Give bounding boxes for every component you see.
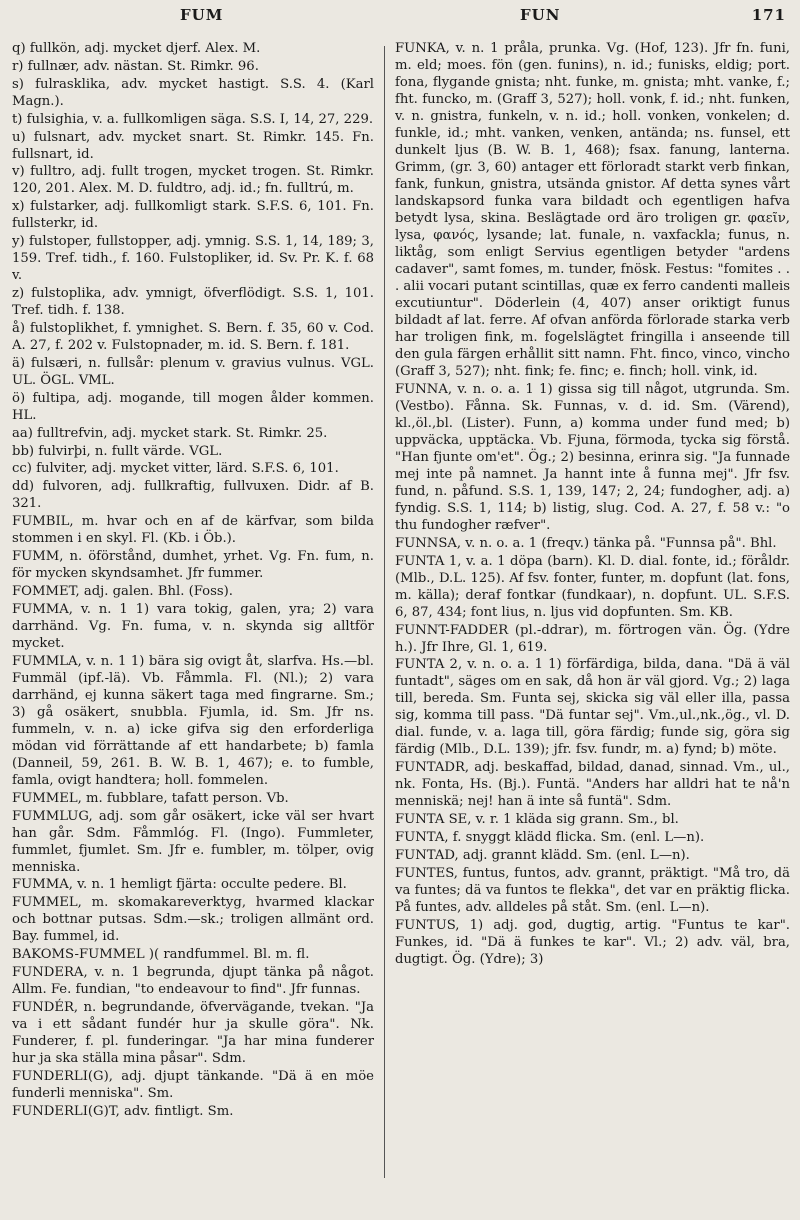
dictionary-entry: BAKOMS-FUMMEL )( randfummel. Bl. m. fl. (12, 947, 310, 963)
dictionary-entry: dd) fulvoren, adj. fullkraftig, fullvuxen. Didr. af B. 321. (12, 479, 374, 512)
dictionary-entry: bb) fulvirþi, n. fullt värde. VGL. (12, 443, 223, 459)
dictionary-entry: FUNDÉR, n. begrundande, öfvervägande, tvekan. "Ja va i ett sådant fundér hur ja skulle göra". Nk. Funderer, f. pl. funderingar. "Ja har mina funderer hur ja ska ställa mina påsar". Sdm. (12, 1000, 374, 1067)
dictionary-entry: FUMMA, v. n. 1 hemligt fjärta: occulte pedere. Bl. (12, 877, 347, 893)
dictionary-entry: t) fulsighia, v. a. fullkomligen säga. S.S. I, 14, 27, 229. (12, 111, 374, 127)
dictionary-entry: FOMMET, adj. galen. Bhl. (Foss). (12, 584, 233, 600)
dictionary-entry: y) fulstoper, fullstopper, adj. ymnig. S.S. 1, 14, 189; 3, 159. Tref. tidh., f. 160. Fulstopliker, id. Sv. Pr. K. f. 68 v. (12, 234, 374, 284)
dictionary-entry: FUNTA SE, v. r. 1 kläda sig grann. Sm., bl. (395, 812, 679, 828)
dictionary-entry: FUNNT-FADDER (pl.-ddrar), m. förtrogen vän. Ög. (Ydre h.). Jfr Ihre, Gl. 1, 619. (395, 622, 790, 655)
dictionary-entry: FUNTA, f. snyggt klädd flicka. Sm. (enl. L—n). (395, 830, 705, 846)
left-column (12, 40, 374, 1216)
dictionary-entry: FUNTA 1, v. a. 1 döpa (barn). Kl. D. dial. fonte, id.; föråldr. (Mlb., D.L. 125). Af fsv. fonter, funter, m. dopfunt (lat. fons, m. källa); deraf fontkar (fundkaar), n. dopfunt. UL. S.F.S. 6, 87, 434; font lius, n. ljus vid dopfunten. Sm. KB. (395, 553, 790, 620)
running-head-center: FUN (520, 6, 561, 24)
right-column (395, 40, 790, 1216)
dictionary-entry: x) fulstarker, adj. fullkomligt stark. S.F.S. 6, 101. Fn. fullsterkr, id. (12, 199, 374, 232)
dictionary-entry: FUMBIL, m. hvar och en af de kärfvar, som bilda stommen i en skyl. Fl. (Kb. i Öb.). (12, 514, 374, 547)
dictionary-entry: FUNNSA, v. n. o. a. 1 (freqv.) tänka på. "Funnsa på". Bhl. (395, 535, 777, 551)
dictionary-entry: u) fulsnart, adv. mycket snart. St. Rimkr. 145. Fn. fullsnart, id. (12, 129, 374, 162)
dictionary-entry: z) fulstoplika, adv. ymnigt, öfverflödigt. S.S. 1, 101. Tref. tidh. f. 138. (12, 286, 374, 319)
dictionary-entry: FUNDERLI(G), adj. djupt tänkande. "Dä ä en möe funderli menniska". Sm. (12, 1068, 374, 1101)
dictionary-entry: v) fulltro, adj. fullt trogen, mycket trogen. St. Rimkr. 120, 201. Alex. M. D. fuldtro, adj. id.; fn. fulltrú, m. (12, 164, 374, 197)
dictionary-entry: cc) fulviter, adj. mycket vitter, lärd. S.F.S. 6, 101. (12, 461, 339, 477)
dictionary-entry: FUNNA, v. n. o. a. 1 1) gissa sig till något, utgrunda. Sm. (Vestbo). Fånna. Sk. Funnas, v. d. id. Sm. (Värend), kl.,öl.,bl. (Lister). Funn, a) komma under fund med; b) uppväcka, upptäcka. Vb. Fjuna, förmoda, tycka sig förstå. "Han fjunte om'et". Ög.; 2) besinna, erinra sig. "Ja funnade mej inte på namnet. Ja hannt inte å funna mej". Jfr fsv. fund, n. påfund. S.S. 1, 139, 147; 2, 24; fundogher, adj. a) fyndig. S.S. 1, 114; b) listig, slug. Cod. A. 27, f. 58 v.: "o thu fundogher ræfver". (395, 381, 790, 533)
dictionary-entry: r) fullnær, adv. nästan. St. Rimkr. 96. (12, 58, 259, 74)
running-head-left: FUM (180, 6, 224, 24)
dictionary-entry: FUNKA, v. n. 1 pråla, prunka. Vg. (Hof, 123). Jfr fn. funi, m. eld; moes. fön (gen. funins), n. id.; funisks, eldig; port. fona, flygande gnista; nht. funke, m. gnista; mht. vanke, f.; fht. funcko, m. (Graff 3, 527); holl. vonk, f. id.; nht. funken, v. n. gnistra, funkeln, v. n. id.; holl. vonken, vonkelen; d. funkle, id.; mht. vanken, venken, antända; ns. funsel, ett dunkelt ljus (B. W. B. 1, 468); fsax. fanung, lanterna. Grimm, (gr. 3, 60) antager ett förloradt starkt verb finkan, fank, funkun, gnistra, utsända gnistor. Af detta synes vårt landskapsord funka vara bildadt och egentligen hafva betydt lysa, skina. Beslägtade ord äro troligen gr. φαεῖν, lysa, φανός, lysande; lat. funale, n. vaxfackla; funus, n. liktåg, som enligt Servius egentligen betyder "ardens cadaver", samt fomes, m. tunder, fnösk. Festus: "fomites . . . alii vocari putant scintillas, quæ ex ferro candenti malleis excutiuntur". Döderlein (4, 407) anser oriktigt funus bildadt af lat. ferre. Af ofvan anförda förlorade starka verb har troligen fink, m. fogelslägtet fringilla i anseende till den gula färgen erhållit sitt namn. Fht. finco, vinco, vincho (Graff 3, 527); nht. fink; fe. finc; e. finch; holl. vink, id. (395, 41, 790, 379)
dictionary-entry: FUNTA 2, v. n. o. a. 1 1) förfärdiga, bilda, dana. "Dä ä väl funtadt", säges om en sak, då hon är väl gjord. Vg.; 2) laga till, bereda. Sm. Funta sej, skicka sig väl eller illa, passa sig, komma till pass. "Dä funtar sej". Vm.,ul.,nk.,ög., vl. D. dial. funde, v. a. laga till, göra färdig; funde sig, göra sig färdig (Mlb., D.L. 139); jfr. fsv. fundr, m. a) fynd; b) möte. (395, 657, 790, 758)
dictionary-entry: ö) fultipa, adj. mogande, till mogen ålder kommen. HL. (12, 390, 374, 423)
dictionary-entry: FUMMA, v. n. 1 1) vara tokig, galen, yra; 2) vara darrhänd. Vg. Fn. fuma, v. n. skynda sig alltför mycket. (12, 601, 374, 651)
dictionary-entry: q) fullkön, adj. mycket djerf. Alex. M. (12, 41, 261, 56)
dictionary-entry: ä) fulsæri, n. fullsår: plenum v. gravius vulnus. VGL. UL. ÖGL. VML. (12, 355, 374, 388)
dictionary-entry: FUNDERLI(G)T, adv. fintligt. Sm. (12, 1103, 234, 1119)
dictionary-entry: FUMMEL, m. fubblare, tafatt person. Vb. (12, 790, 289, 806)
column-divider (384, 46, 385, 1178)
dictionary-entry: FUNTADR, adj. beskaffad, bildad, danad, sinnad. Vm., ul., nk. Fonta, Hs. (Bj.). Funtä. "Anders har alldri hat te nå'n menniskä; nej! han ä inte så funtä". Sdm. (395, 760, 790, 810)
page-number: 171 (751, 6, 786, 24)
dictionary-entry: å) fulstoplikhet, f. ymnighet. S. Bern. f. 35, 60 v. Cod. A. 27, f. 202 v. Fulstopnader, m. id. S. Bern. f. 181. (12, 321, 374, 354)
dictionary-entry: FUNTAD, adj. grannt klädd. Sm. (enl. L—n). (395, 848, 690, 864)
dictionary-entry: FUNDERA, v. n. 1 begrunda, djupt tänka på något. Allm. Fe. fundian, "to endeavour to find". Jfr funnas. (12, 965, 374, 998)
dictionary-entry: aa) fulltrefvin, adj. mycket stark. St. Rimkr. 25. (12, 425, 328, 441)
dictionary-entry: FUMMLUG, adj. som går osäkert, icke väl ser hvart han går. Sdm. Fåmmlóg. Fl. (Ingo). Fummleter, fummlet, fjumlet. Sm. Jfr e. fumbler, m. tölper, ovig menniska. (12, 808, 374, 875)
dictionary-entry: FUMM, n. öförstånd, dumhet, yrhet. Vg. Fn. fum, n. för mycken skyndsamhet. Jfr fummer. (12, 549, 374, 582)
dictionary-entry: s) fulrasklika, adv. mycket hastigt. S.S. 4. (Karl Magn.). (12, 76, 374, 109)
dictionary-entry: FUMMLA, v. n. 1 1) bära sig ovigt åt, slarfva. Hs.—bl. Fummäl (ipf.-lä). Vb. Fåmmla. Fl. (Nl.); 2) vara darrhänd, ej kunna säkert taga med fingrarne. Sm.; 3) gå osäkert, snubbla. Fjumla, id. Sm. Jfr ns. fummeln, v. n. a) icke gifva sig den erforderliga mödan vid förrättande af ett handarbete; b) famla (Danneil, 59, 261. B. W. B. 1, 467); e. to fumble, famla, ovigt handtera; holl. fommelen. (12, 653, 374, 788)
dictionary-entry: FUNTUS, 1) adj. god, dugtig, artig. "Funtus te kar". Funkes, id. "Dä ä funkes te kar". Vl.; 2) adv. väl, bra, dugtigt. Ög. (Ydre); 3) (395, 917, 790, 967)
dictionary-entry: FUNTES, funtus, funtos, adv. grannt, präktigt. "Må tro, dä va funtes; dä va funtos te flekka", det var en präktig flicka. På funtes, adv. alldeles på ståt. Sm. (enl. L—n). (395, 865, 790, 915)
dictionary-entry: FUMMEL, m. skomakareverktyg, hvarmed klackar och bottnar putsas. Sdm.—sk.; troligen allmänt ord. Bay. fummel, id. (12, 895, 374, 945)
